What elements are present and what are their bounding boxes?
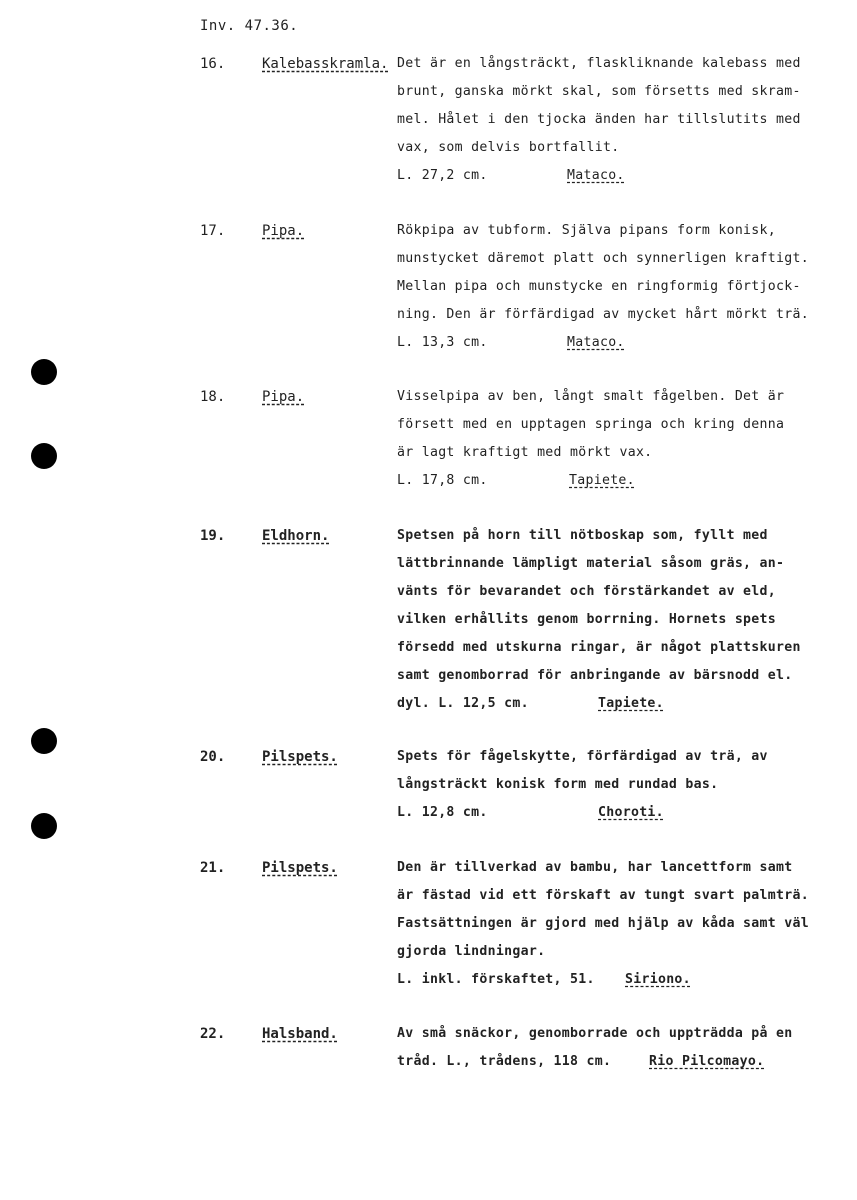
entry-culture: Tapiete. — [598, 696, 664, 711]
entry-culture: Tapiete. — [569, 473, 635, 488]
entry-measurement: L. inkl. förskaftet, 51. — [397, 972, 595, 987]
description-line: lättbrinnande lämpligt material såsom gräs, an- — [397, 556, 785, 571]
description-line: Spets för fågelskytte, förfärdigad av trä, av — [397, 749, 768, 764]
description-line: är fästad vid ett förskaft av tungt svart palmträ. — [397, 888, 809, 903]
entry-culture: Mataco. — [567, 335, 625, 350]
description-line: Spetsen på horn till nötboskap som, fyllt med — [397, 528, 768, 543]
entry-name: Pilspets. — [262, 860, 338, 876]
entry-number: 21. — [200, 860, 226, 876]
punch-hole — [31, 359, 57, 385]
entry-number: 16. — [200, 56, 226, 72]
description-line: samt genomborrad för anbringande av bärsnodd el. — [397, 668, 793, 683]
entry-culture: Rio Pilcomayo. — [649, 1054, 765, 1069]
entry-culture: Mataco. — [567, 168, 625, 183]
description-line: ning. Den är förfärdigad av mycket hårt mörkt trä. — [397, 307, 809, 322]
entry-measurement: L. 13,3 cm. — [397, 335, 488, 350]
punch-hole — [31, 728, 57, 754]
entry-measurement: L. 27,2 cm. — [397, 168, 488, 183]
entry-description — [397, 854, 847, 994]
entry-measurement: L. 17,8 cm. — [397, 473, 488, 488]
description-line: Mellan pipa och munstycke en ringformig förtjock- — [397, 279, 801, 294]
entry-name: Pilspets. — [262, 749, 338, 765]
entry-name: Kalebasskramla. — [262, 56, 389, 72]
description-line: vänts för bevarandet och förstärkandet av eld, — [397, 584, 777, 599]
description-line: Fastsättningen är gjord med hjälp av kåda samt väl — [397, 916, 809, 931]
description-line: är lagt kraftigt med mörkt vax. — [397, 445, 653, 460]
description-line: Av små snäckor, genomborrade och uppträdda på en — [397, 1026, 793, 1041]
entry-culture: Choroti. — [598, 805, 664, 820]
description-line: gjorda lindningar. — [397, 944, 546, 959]
description-line: munstycket däremot platt och synnerligen kraftigt. — [397, 251, 809, 266]
description-line: Visselpipa av ben, långt smalt fågelben. Det är — [397, 389, 785, 404]
description-line: försedd med utskurna ringar, är något plattskuren — [397, 640, 801, 655]
description-line: Den är tillverkad av bambu, har lancettform samt — [397, 860, 793, 875]
entry-description — [397, 383, 847, 495]
description-line: försett med en upptagen springa och kring denna — [397, 417, 785, 432]
entry-number: 20. — [200, 749, 226, 765]
entry-description — [397, 743, 847, 827]
description-line: Det är en långsträckt, flaskliknande kalebass med — [397, 56, 801, 71]
punch-hole — [31, 813, 57, 839]
entry-description — [397, 522, 847, 718]
description-line: brunt, ganska mörkt skal, som försetts med skram- — [397, 84, 801, 99]
entry-measurement: dyl. L. 12,5 cm. — [397, 696, 529, 711]
entry-number: 22. — [200, 1026, 226, 1042]
entry-description — [397, 1020, 847, 1076]
description-line: vilken erhållits genom borrning. Hornets spets — [397, 612, 777, 627]
entry-culture: Siriono. — [625, 972, 691, 987]
entry-number: 19. — [200, 528, 226, 544]
entry-measurement: L. 12,8 cm. — [397, 805, 488, 820]
entry-description — [397, 217, 847, 357]
description-line: vax, som delvis bortfallit. — [397, 140, 620, 155]
entry-measurement: tråd. L., trådens, 118 cm. — [397, 1054, 612, 1069]
description-line: Rökpipa av tubform. Själva pipans form konisk, — [397, 223, 777, 238]
inventory-header: Inv. 47.36. — [200, 18, 299, 34]
description-line: mel. Hålet i den tjocka änden har tillslutits med — [397, 112, 801, 127]
description-line: långsträckt konisk form med rundad bas. — [397, 777, 719, 792]
entry-name: Pipa. — [262, 389, 305, 405]
entry-name: Eldhorn. — [262, 528, 330, 544]
entry-name: Halsband. — [262, 1026, 338, 1042]
entry-name: Pipa. — [262, 223, 305, 239]
entry-number: 17. — [200, 223, 226, 239]
punch-hole — [31, 443, 57, 469]
entry-description — [397, 50, 847, 190]
entry-number: 18. — [200, 389, 226, 405]
